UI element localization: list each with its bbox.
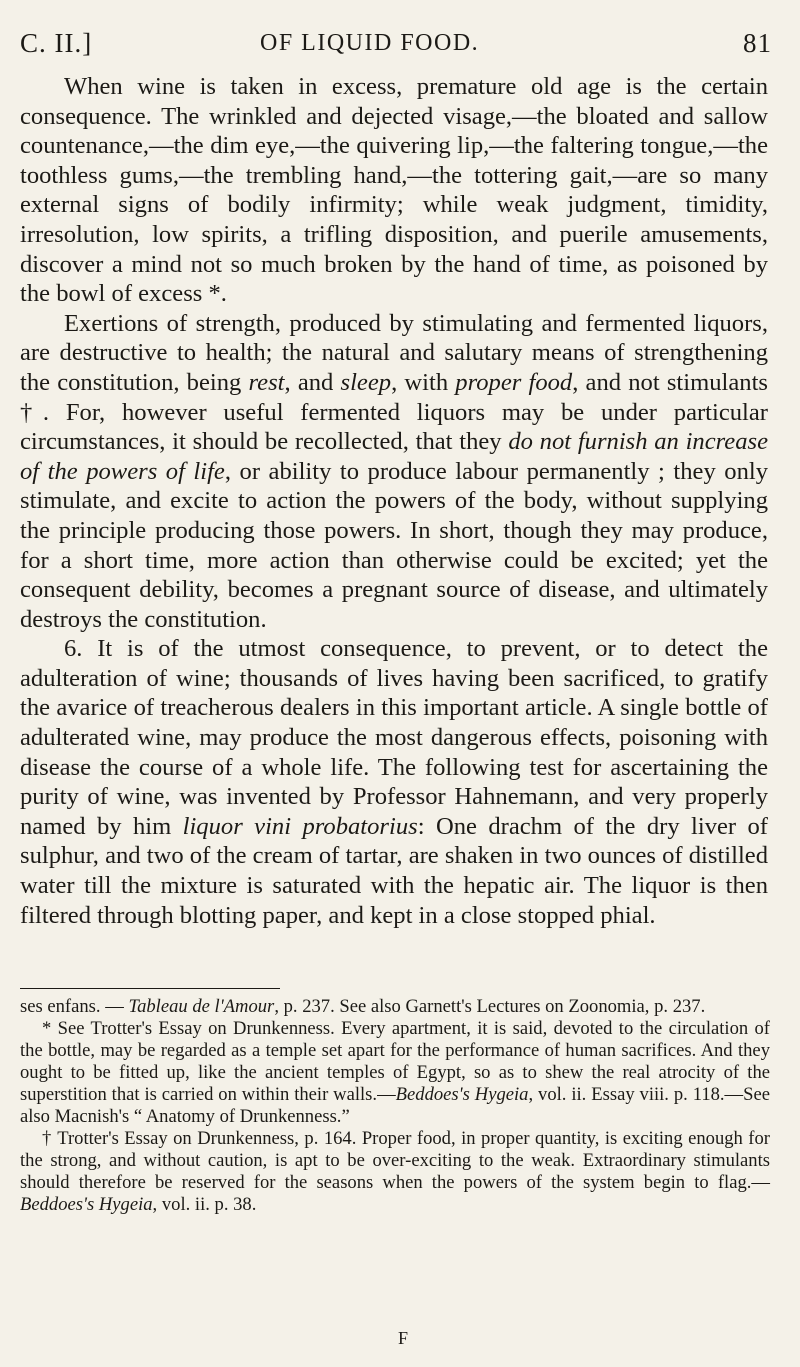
italic-proper-food: proper food [455,368,573,396]
paragraph-premature-old-age [20,72,768,309]
italic-tableau: Tableau de l'Amour [128,996,275,1017]
main-text [20,72,768,930]
text-run: Exertions of strength, produced by stimulating and fermented liquors, are destructive to health; the natural and salutary means of strengthening the constitution, being [20,309,768,396]
italic-powers-of-life: do not furnish an increase of the powers of life [20,428,768,485]
italic-beddoes-hygeia: Beddoes's Hygeia [395,1084,529,1105]
text-run: , vol. ii. Essay viii. p. 118.—See also Macnish's “ Anatomy of Drunkenness.” [20,1084,771,1127]
text-run: , vol. ii. p. 38. [152,1194,257,1215]
running-header [20,28,772,62]
page-number: 81 [743,28,772,58]
paragraph-exertions [20,309,768,635]
footnotes [20,996,770,1216]
paragraph-text: When wine is taken in excess, premature old age is the certain consequence. The wrinkled and dejected visage,—the bloated and sallow countenance,—the dim eye,—the quivering lip,—the faltering tongue,—the toothless gums,—the trembling hand,—the tottering gait,—are so many external signs of bodily infirmity; while weak judgment, timidity, irresolution, low spirits, a trifling disposition, and puerile amusements, discover a mind not so much broken by the hand of time, as poisoned by the bowl of excess *. [20,73,768,308]
footnote-dagger [20,1128,770,1216]
chapter-reference: C. II.] [20,28,93,58]
text-run: 6. It is of the utmost consequence, to prevent, or to detect the adulteration of wine; thousands of lives having been sacrificed, to gratify the avarice of treacherous dealers in this important article. A single bottle of adulterated wine, may produce the most dangerous effects, poisoning with disease the course of a whole life. The following test for ascertaining the purity of wine, was invented by Professor Hahnemann, and very properly named by him [20,635,768,840]
italic-beddoes-hygeia: Beddoes's Hygeia [20,1194,153,1215]
text-run: ses enfans. — [20,996,129,1017]
text-run: , p. 237. See also Garnett's Lectures on Zoonomia, p. 237. [274,996,706,1017]
text-run: , or ability to produce labour permanently ; they only stimulate, and excite to action the powers of the body, without supplying the principle producing those powers. In short, though they may produce, for a short time, more action than otherwise could be excited; yet the consequent debility, becomes a pregnant source of disease, and ultimately destroys the constitution. [20,457,768,633]
signature-mark: F [398,1328,409,1348]
text-run: : One drachm of the dry liver of sulphur, and two of the cream of tartar, are shaken in two ounces of distilled water till the mixture is saturated with the hepatic air. The liquor is then filtered through blotting paper, and kept in a close stopped phial. [20,812,768,929]
footnote-rule [20,988,280,989]
footnote-star [20,1018,770,1128]
italic-sleep: sleep [340,368,392,396]
text-run: * See Trotter's Essay on Drunkenness. Every apartment, it is said, devoted to the circulation of the bottle, may be regarded as a temple set apart for the performance of human sacrifices. And they ought to be fitted up, like the ancient temples of Egypt, so as to shew the real atrocity of the superstition that is carried on within their walls.— [20,1018,770,1105]
text-run: , and not stimulants †. For, however useful fermented liquors may be under particular circumstances, it should be recollected, that they [20,368,768,456]
text-run: , and [284,368,341,396]
italic-rest: rest [248,368,285,396]
paragraph-adulteration [20,634,768,930]
text-run: , with [391,368,456,396]
running-title: OF LIQUID FOOD. [260,30,480,56]
italic-liquor-vini: liquor vini probatorius [182,812,418,840]
footnote-continued [20,996,770,1018]
text-run: † Trotter's Essay on Drunkenness, p. 164. Proper food, in proper quantity, is exciting enough for the strong, and without caution, is apt to be over-exciting to the weak. Extraordinary stimulants should therefore be reserved for the seasons when the powers of the system begin to flag.— [20,1128,770,1193]
